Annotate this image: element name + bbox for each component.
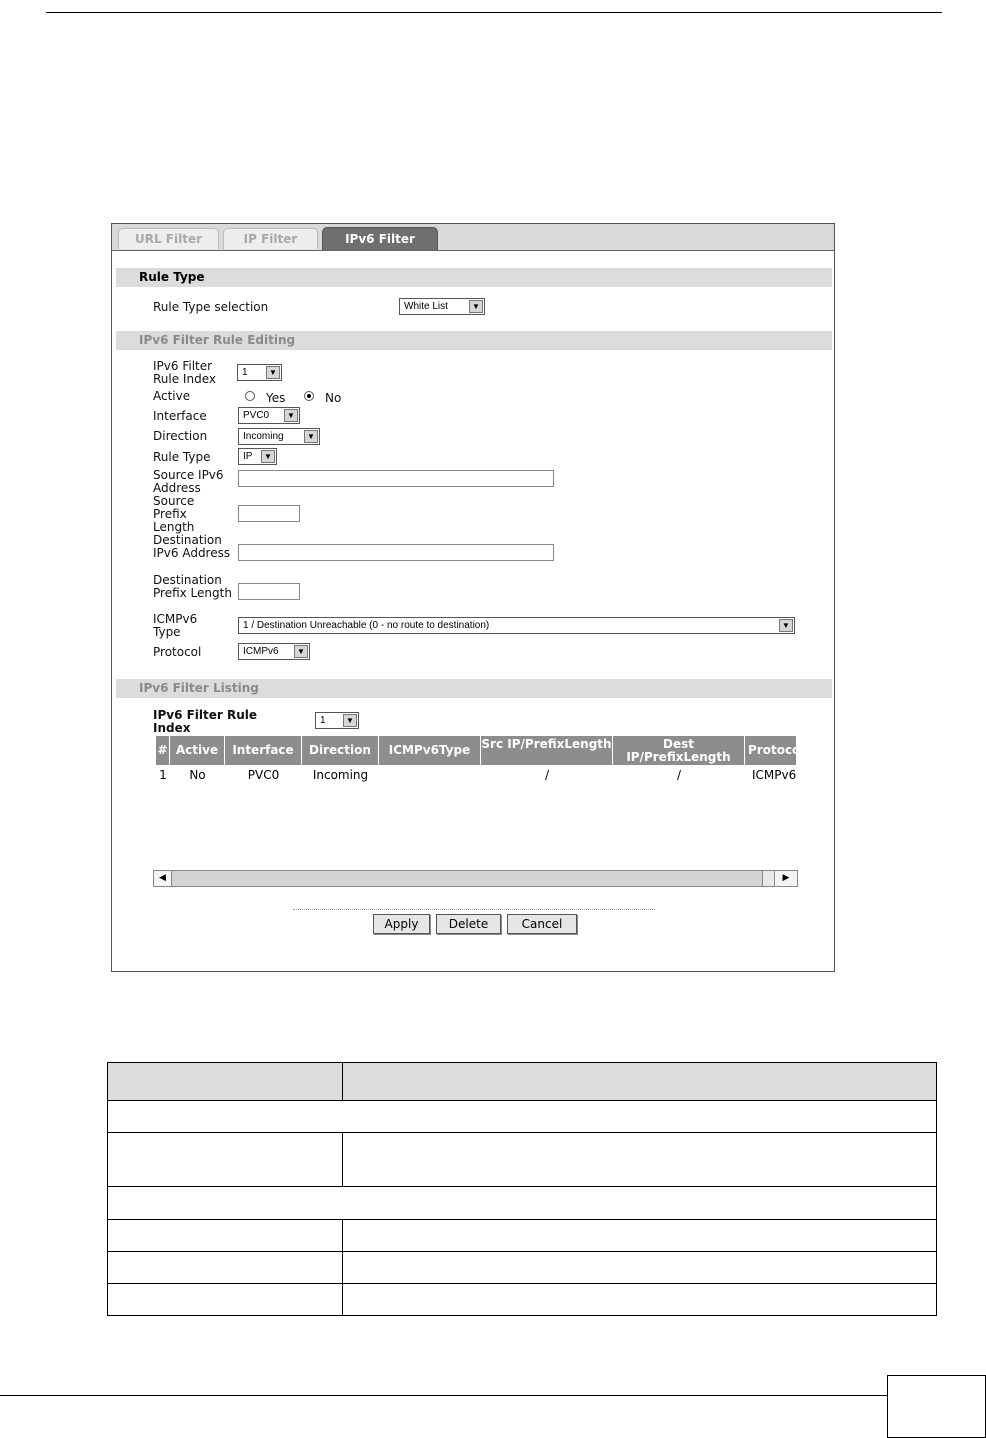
table-row-cell-protocol: ICMPv6 — [752, 768, 797, 782]
icmpv6-type-dropdown[interactable] — [238, 617, 795, 634]
rule-type-value: IP — [243, 451, 253, 462]
column-header-icmpv6type: ICMPv6Type — [379, 736, 481, 765]
column-header-number: # — [156, 736, 170, 765]
section-rule-type: Rule Type — [116, 268, 832, 287]
dropdown-arrow-icon: ▼ — [343, 714, 357, 727]
rule-type-dropdown[interactable] — [238, 448, 277, 465]
rule-index-value: 1 — [242, 367, 248, 378]
section-rule-editing: IPv6 Filter Rule Editing — [116, 331, 832, 350]
rule-type-selection-dropdown[interactable] — [399, 298, 485, 315]
table-row-cell-direction: Incoming — [312, 768, 369, 782]
direction-label: Direction — [153, 429, 208, 443]
dest-prefix-label: Destination Prefix Length — [153, 573, 232, 600]
delete-button[interactable]: Delete — [436, 914, 501, 934]
dropdown-arrow-icon: ▼ — [294, 645, 308, 658]
page-top-rule — [46, 12, 942, 13]
active-label: Active — [153, 389, 191, 403]
apply-button[interactable]: Apply — [373, 914, 430, 934]
table-cell — [108, 1133, 343, 1186]
horizontal-scrollbar[interactable] — [153, 870, 798, 887]
active-yes-label: Yes — [266, 391, 286, 405]
table-row — [107, 1283, 937, 1316]
protocol-label: Protocol — [153, 645, 202, 659]
table-row-cell-dest: / — [676, 768, 682, 782]
dropdown-arrow-icon: ▼ — [261, 450, 275, 463]
listing-rule-index-dropdown[interactable] — [315, 712, 359, 729]
table-cell — [108, 1284, 343, 1315]
scroll-left-arrow-icon[interactable]: ◀ — [154, 871, 172, 886]
button-separator — [293, 909, 655, 910]
interface-label: Interface — [153, 409, 207, 423]
page-number-box — [887, 1375, 986, 1438]
column-header-interface: Interface — [225, 736, 302, 765]
listing-rule-index-label: IPv6 Filter Rule Index — [153, 708, 258, 735]
rule-index-dropdown[interactable] — [237, 364, 282, 381]
source-address-label: Source IPv6 Address — [153, 468, 224, 495]
active-yes-radio[interactable] — [245, 391, 255, 401]
active-no-radio[interactable] — [304, 391, 314, 401]
dest-address-label: Destination IPv6 Address — [153, 533, 231, 560]
interface-dropdown[interactable] — [238, 407, 300, 424]
table-section-row — [107, 1186, 937, 1219]
direction-dropdown[interactable] — [238, 428, 320, 445]
table-row — [107, 1251, 937, 1283]
dest-prefix-input[interactable] — [238, 583, 300, 600]
table-row-cell-interface: PVC0 — [247, 768, 280, 782]
rule-type-selection-label: Rule Type selection — [153, 300, 269, 314]
table-cell — [108, 1220, 343, 1251]
interface-value: PVC0 — [243, 410, 270, 421]
table-row-cell-src: / — [544, 768, 550, 782]
rule-type-selection-value: White List — [404, 301, 448, 312]
column-header-dest: Dest IP/PrefixLength — [613, 736, 745, 765]
protocol-value: ICMPv6 — [243, 646, 279, 657]
protocol-dropdown[interactable] — [238, 643, 310, 660]
source-prefix-label: Source Prefix Length — [153, 494, 195, 534]
ipv6-filter-window — [111, 223, 835, 972]
scrollbar-thumb[interactable] — [172, 871, 763, 886]
active-no-label: No — [325, 391, 342, 405]
column-header-src: Src IP/PrefixLength — [481, 736, 613, 765]
section-filter-listing: IPv6 Filter Listing — [116, 679, 832, 698]
icmpv6-type-label: ICMPv6 Type — [153, 612, 198, 639]
source-address-input[interactable] — [238, 470, 554, 487]
table-header-row — [107, 1062, 937, 1100]
dropdown-arrow-icon: ▼ — [266, 366, 280, 379]
table-header-cell — [108, 1063, 343, 1100]
dropdown-arrow-icon: ▼ — [779, 619, 793, 632]
direction-value: Incoming — [243, 431, 284, 442]
icmpv6-type-value: 1 / Destination Unreachable (0 - no route to destination) — [243, 620, 490, 631]
column-header-direction: Direction — [302, 736, 379, 765]
table-row — [107, 1132, 937, 1186]
dropdown-arrow-icon: ▼ — [304, 430, 318, 443]
scroll-right-arrow-icon[interactable]: ▶ — [774, 871, 797, 886]
column-header-protocol: Protocol — [745, 736, 797, 765]
page-footer-rule — [0, 1395, 887, 1396]
dropdown-arrow-icon: ▼ — [469, 300, 483, 313]
listing-rule-index-value: 1 — [320, 715, 326, 726]
tab-ipv6-filter[interactable]: IPv6 Filter — [322, 227, 438, 250]
table-section-row — [107, 1100, 937, 1132]
tab-bar — [112, 224, 834, 251]
source-prefix-input[interactable] — [238, 505, 300, 522]
table-cell — [108, 1252, 343, 1283]
table-row-cell-number: 1 — [159, 768, 167, 782]
dropdown-arrow-icon: ▼ — [284, 409, 298, 422]
rule-index-label: IPv6 Filter Rule Index — [153, 359, 216, 386]
tab-url-filter[interactable]: URL Filter — [118, 228, 219, 249]
rule-type-label: Rule Type — [153, 450, 211, 464]
column-header-active: Active — [170, 736, 225, 765]
dest-address-input[interactable] — [238, 544, 554, 561]
tab-ip-filter[interactable]: IP Filter — [223, 228, 318, 249]
table-row-cell-active: No — [189, 768, 206, 782]
table-row — [107, 1219, 937, 1251]
cancel-button[interactable]: Cancel — [507, 914, 577, 934]
